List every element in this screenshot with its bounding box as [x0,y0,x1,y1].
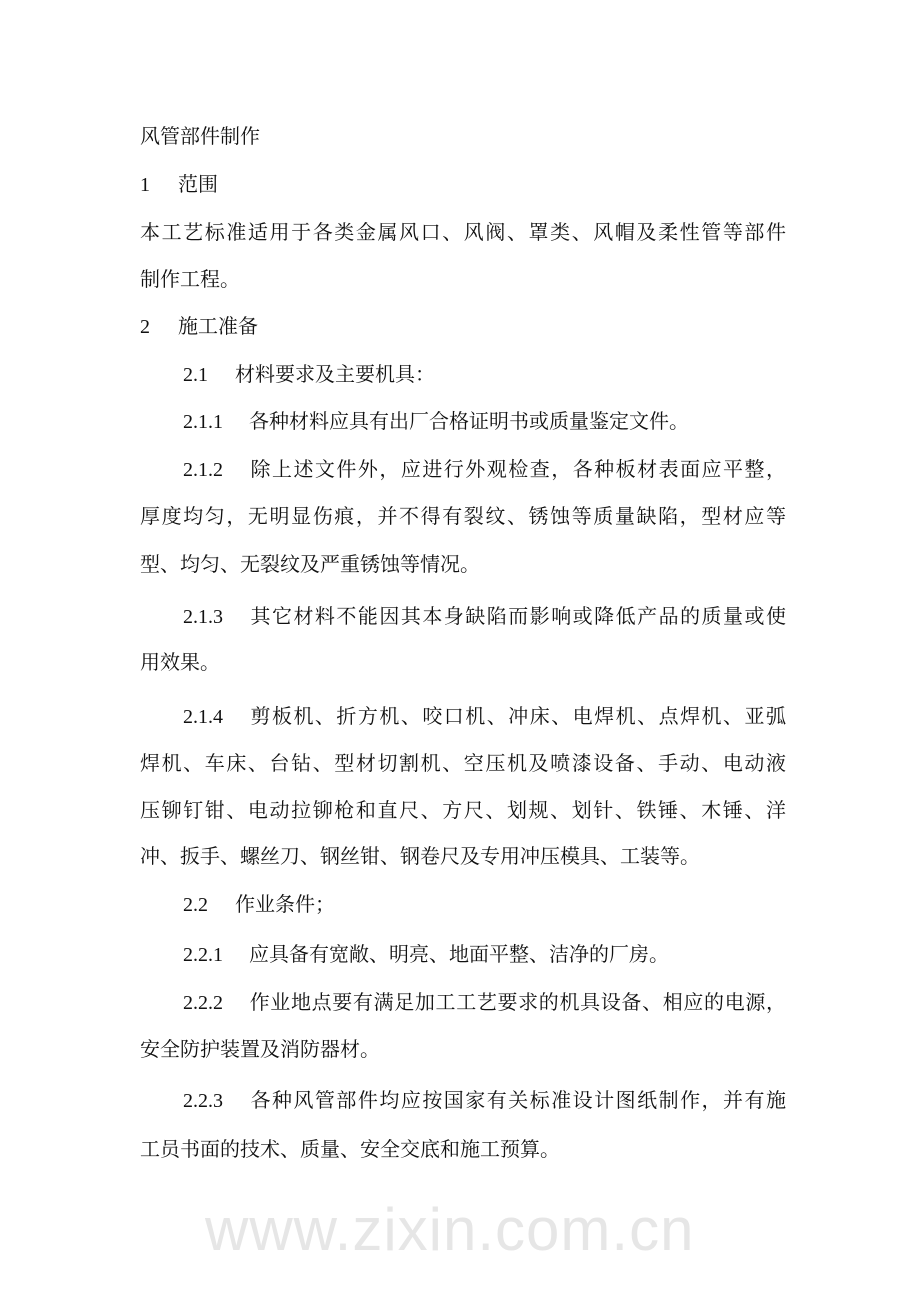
section-number: 1 [140,174,150,196]
paragraph-line: 厚度均匀，无明显伤痕，并不得有裂纹、锈蚀等质量缺陷，型材应等 [140,506,786,528]
document-title: 风管部件制作 [140,126,260,148]
section-number: 2.1 [183,364,208,386]
section-text: 材料要求及主要机具： [235,364,435,386]
section-2-1-2 [183,458,786,482]
section-number: 2.1.3 [183,606,223,628]
section-text: 其它材料不能因其本身缺陷而影响或降低产品的质量或使 [249,606,786,628]
section-title: 施工准备 [178,316,258,338]
section-text: 除上述文件外，应进行外观检查，各种板材表面应平整， [249,459,786,481]
paragraph-line: 安全防护装置及消防器材。 [140,1039,380,1061]
section-text: 应具备有宽敞、明亮、地面平整、洁净的厂房。 [249,944,669,966]
section-2-1-1 [183,410,689,434]
section-2-2-2 [183,991,786,1015]
paragraph-line: 工员书面的技术、质量、安全交底和施工预算。 [140,1139,560,1161]
paragraph-line: 本工艺标准适用于各类金属风口、风阀、罩类、风帽及柔性管等部件 [140,222,786,244]
section-title: 范围 [178,174,218,196]
section-number: 2.1.4 [183,706,223,728]
section-number: 2.1.1 [183,411,223,433]
section-2-1-4 [183,705,786,729]
paragraph-line: 冲、扳手、螺丝刀、钢丝钳、钢卷尺及专用冲压模具、工装等。 [140,846,700,868]
section-2-2-1 [183,943,669,967]
section-number: 2.2.2 [183,992,223,1014]
paragraph-line: 用效果。 [140,652,220,674]
section-text: 各种风管部件均应按国家有关标准设计图纸制作，并有施 [249,1090,786,1112]
section-number: 2.1.2 [183,459,223,481]
section-number: 2.2 [183,894,208,916]
paragraph-line: 焊机、车床、台钻、型材切割机、空压机及喷漆设备、手动、电动液 [140,753,786,775]
section-text: 剪板机、折方机、咬口机、冲床、电焊机、点焊机、亚弧 [249,706,786,728]
section-1-heading [140,173,218,197]
section-text: 作业条件； [235,894,335,916]
paragraph-line: 型、均匀、无裂纹及严重锈蚀等情况。 [140,554,480,576]
paragraph-line: 制作工程。 [140,269,240,291]
section-2-2 [183,893,335,917]
section-text: 作业地点要有满足加工工艺要求的机具设备、相应的电源， [249,992,786,1014]
section-2-1-3 [183,605,786,629]
section-2-2-3 [183,1089,786,1113]
paragraph-line: 压铆钉钳、电动拉铆枪和直尺、方尺、划规、划针、铁锤、木锤、洋 [140,800,786,822]
section-2-heading [140,315,258,339]
section-2-1 [183,363,435,387]
section-number: 2.2.1 [183,944,223,966]
section-number: 2.2.3 [183,1090,223,1112]
section-number: 2 [140,316,150,338]
watermark: www.zixin.com.cn [205,1196,695,1263]
section-text: 各种材料应具有出厂合格证明书或质量鉴定文件。 [249,411,689,433]
